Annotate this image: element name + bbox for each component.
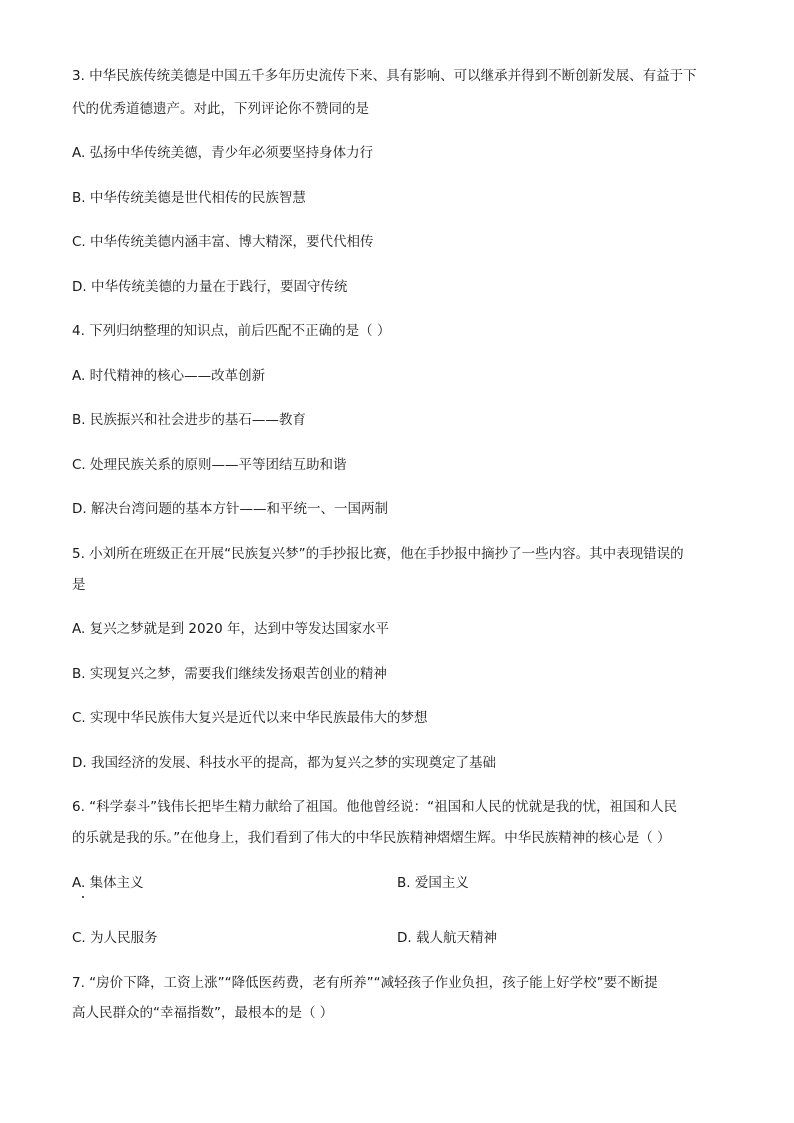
q6-option-c: C. 为人民服务	[72, 930, 158, 946]
q5-option-d: D. 我国经济的发展、科技水平的提高，都为复兴之梦的实现奠定了基础	[72, 755, 496, 771]
q6-option-d: D. 载人航天精神	[397, 930, 497, 946]
q3-stem-line2: 代的优秀道德遗产。对此，下列评论你不赞同的是	[72, 101, 369, 117]
q3-option-c: C. 中华传统美德内涵丰富、博大精深，要代代相传	[72, 234, 374, 250]
q4-stem-line1: 4. 下列归纳整理的知识点，前后匹配不正确的是（ ）	[72, 323, 391, 339]
q4-option-a: A. 时代精神的核心——改革创新	[72, 368, 266, 384]
q6-option-b: B. 爱国主义	[397, 875, 469, 891]
q4-option-d: D. 解决台湾问题的基本方针——和平统一、一国两制	[72, 501, 388, 517]
q4-option-b: B. 民族振兴和社会进步的基石——教育	[72, 412, 306, 428]
q5-option-c: C. 实现中华民族伟大复兴是近代以来中华民族最伟大的梦想	[72, 710, 428, 726]
stray-mark	[82, 896, 84, 898]
q6-option-a: A. 集体主义	[72, 875, 144, 891]
q4-option-c: C. 处理民族关系的原则——平等团结互助和谐	[72, 457, 347, 473]
q7-stem-line1: 7. “房价下降，工资上涨”“降低医药费，老有所养”“减轻孩子作业负担，孩子能上好学校”要不断提	[72, 975, 658, 991]
q7-stem-line2: 高人民群众的“幸福指数”，最根本的是（ ）	[72, 1005, 334, 1021]
q5-stem-line2: 是	[72, 577, 86, 593]
q5-option-a: A. 复兴之梦就是到 2020 年，达到中等发达国家水平	[72, 621, 390, 637]
q3-option-d: D. 中华传统美德的力量在于践行，要固守传统	[72, 279, 348, 295]
q5-stem-line1: 5. 小刘所在班级正在开展“民族复兴梦”的手抄报比赛，他在手抄报中摘抄了一些内容。其中表现错误的	[72, 546, 684, 562]
q6-stem-line2: 的乐就是我的乐。”在他身上，我们看到了伟大的中华民族精神熠熠生辉。中华民族精神的核心是（ ）	[72, 830, 671, 846]
q6-stem-line1: 6. “科学泰斗”钱伟长把毕生精力献给了祖国。他他曾经说：“祖国和人民的忧就是我的忧，祖国和人民	[72, 799, 678, 815]
q3-stem-line1: 3. 中华民族传统美德是中国五千多年历史流传下来、具有影响、可以继承并得到不断创新发展、有益于下	[72, 68, 697, 84]
q3-option-b: B. 中华传统美德是世代相传的民族智慧	[72, 190, 306, 206]
q3-option-a: A. 弘扬中华传统美德，青少年必须要坚持身体力行	[72, 145, 374, 161]
q5-option-b: B. 实现复兴之梦，需要我们继续发扬艰苦创业的精神	[72, 666, 387, 682]
